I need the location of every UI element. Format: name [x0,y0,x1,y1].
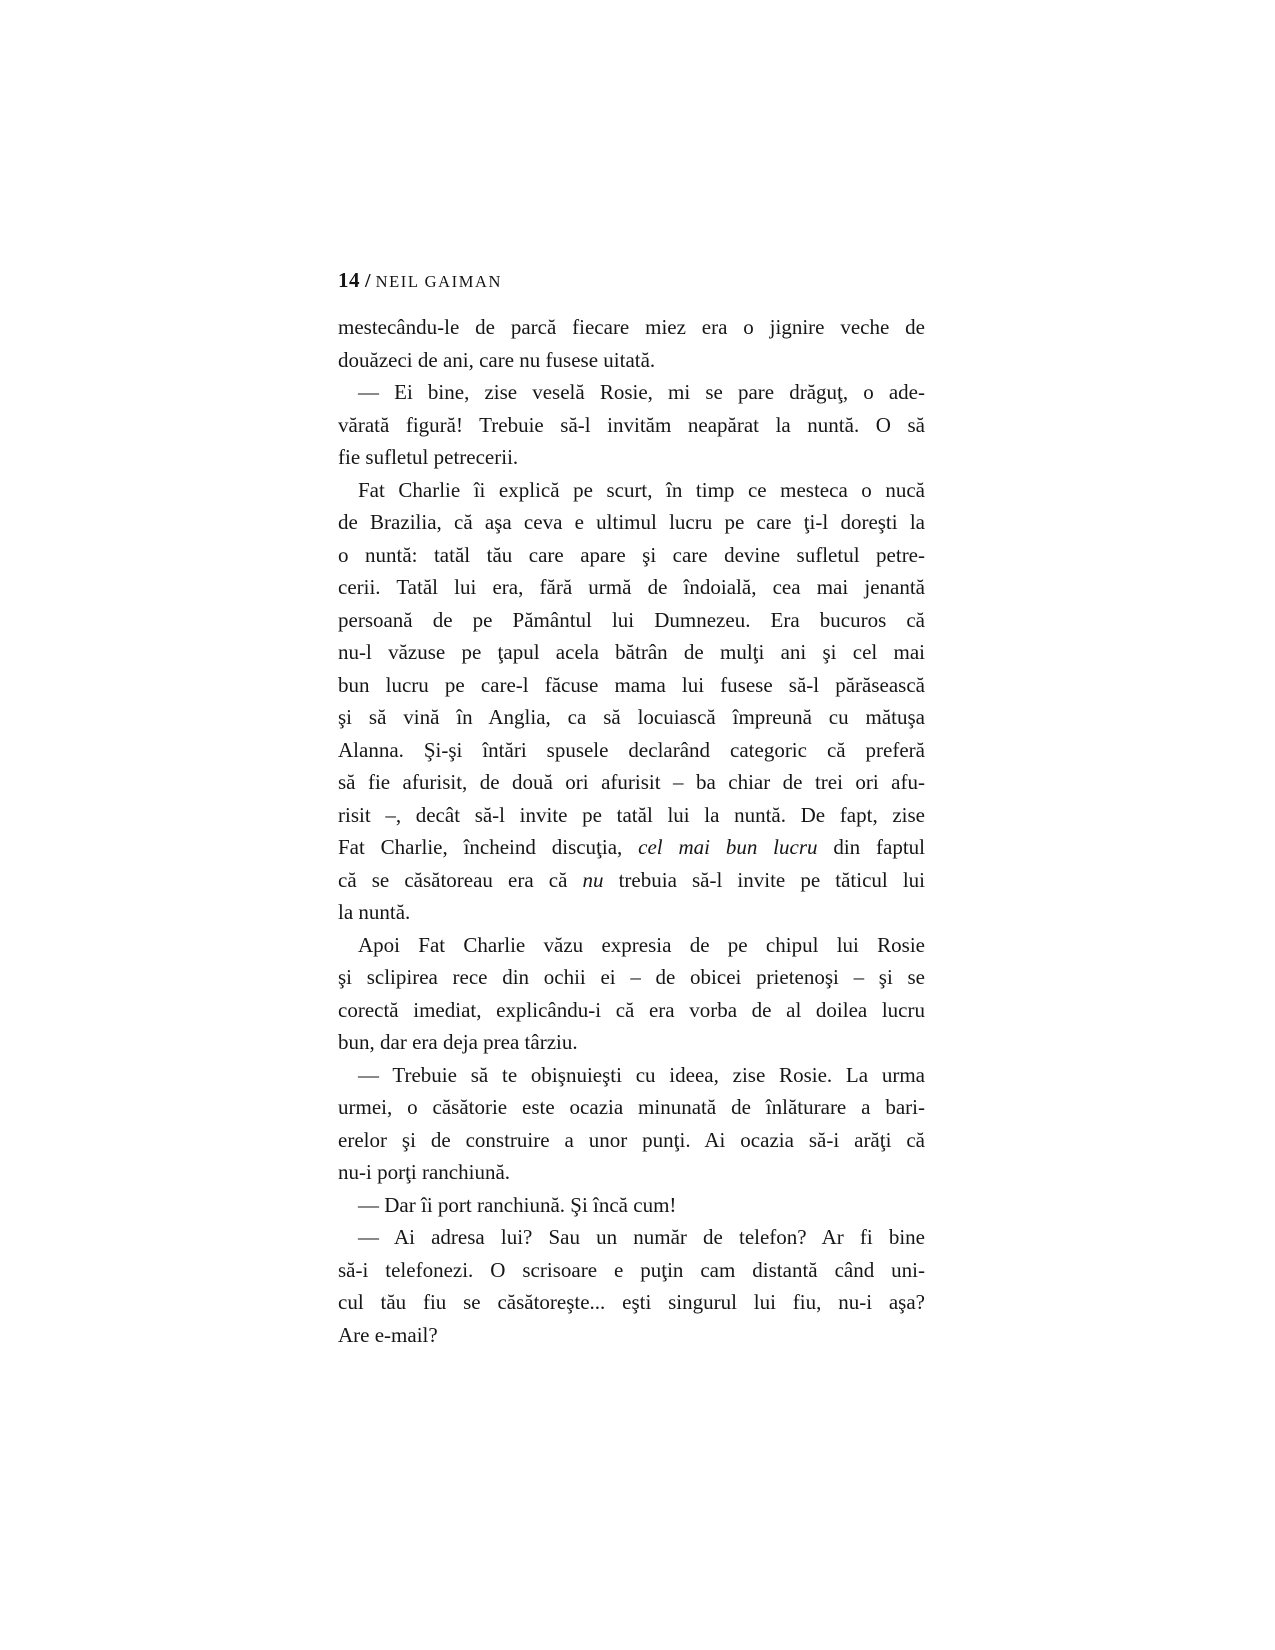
paragraph [338,376,925,474]
text-line: fie sufletul petrecerii. [338,445,519,469]
text-line: Fat Charlie, încheind discuţia, cel mai bun lucru din faptul [338,835,926,859]
text-line: la nuntă. [338,900,411,924]
text-line: douăzeci de ani, care nu fusese uitată. [338,347,656,372]
text-line: cerii. Tatăl lui era, fără urmă de îndoială, cea mai jenantă [338,575,925,599]
text-line: de Brazilia, că aşa ceva e ultimul lucru pe care ţi-l doreşti la [338,510,925,534]
text-line: Are e-mail? [338,1322,438,1347]
text-line: nu-i porţi ranchiună. [338,1160,511,1184]
text-line: o nuntă: tatăl tău care apare şi care devine sufletul petre- [338,542,925,567]
paragraph [338,1059,925,1189]
paragraph [338,474,925,929]
text-block [338,311,925,1351]
text-line: şi să vină în Anglia, ca să locuiască împreună cu mătuşa [338,705,925,729]
text-line: corectă imediat, explicându-i că era vorba de al doilea lucru [338,997,925,1022]
text-line: Fat Charlie îi explică pe scurt, în timp ce mesteca o nucă [358,477,925,502]
text-line: vărată figură! Trebuie să-l invităm neapărat la nuntă. O să [338,412,925,437]
text-line: erelor şi de construire a unor punţi. Ai ocazia să-i arăţi că [338,1127,925,1152]
text-line: să-i telefonezi. O scrisoare e puţin cam distantă când uni- [338,1257,925,1282]
text-line: — Trebuie să te obişnuieşti cu ideea, zise Rosie. La urma [358,1062,925,1087]
paragraph [338,1189,925,1222]
page-number: 14 [338,268,360,292]
text-line: că se căsătoreau era că nu trebuia să-l invite pe tăticul lui [338,867,925,892]
text-line: şi sclipirea rece din ochii ei – de obicei prietenoşi – şi se [338,965,925,989]
paragraph [338,311,925,376]
text-line: bun lucru pe care-l făcuse mama lui fusese să-l părăsească [338,672,925,697]
text-line: Apoi Fat Charlie văzu expresia de pe chipul lui Rosie [358,932,925,957]
header-separator: / [360,270,376,292]
page-header [338,268,502,293]
text-line: mestecându-le de parcă fiecare miez era o jignire veche de [338,315,925,339]
paragraph [338,1221,925,1351]
paragraph [338,929,925,1059]
text-line: cul tău fiu se căsătoreşte... eşti singurul lui fiu, nu-i aşa? [338,1290,925,1314]
text-line: persoană de pe Pământul lui Dumnezeu. Era bucuros că [338,607,925,632]
text-line: urmei, o căsătorie este ocazia minunată de înlăturare a bari- [338,1095,925,1119]
author-name: NEIL GAIMAN [375,272,503,291]
text-line: — Dar îi port ranchiună. Şi încă cum! [358,1192,677,1217]
text-line: bun, dar era deja prea târziu. [338,1030,578,1054]
text-line: Alanna. Şi-şi întări spusele declarând categoric că preferă [338,737,925,762]
text-line: să fie afurisit, de două ori afurisit – ba chiar de trei ori afu- [338,770,925,794]
text-line: — Ei bine, zise veselă Rosie, mi se pare drăguţ, o ade- [358,380,925,404]
text-line: risit –, decât să-l invite pe tatăl lui la nuntă. De fapt, zise [338,802,925,827]
text-line: nu-l văzuse pe ţapul acela bătrân de mulţi ani şi cel mai [338,640,925,664]
text-line: — Ai adresa lui? Sau un număr de telefon? Ar fi bine [358,1225,925,1249]
